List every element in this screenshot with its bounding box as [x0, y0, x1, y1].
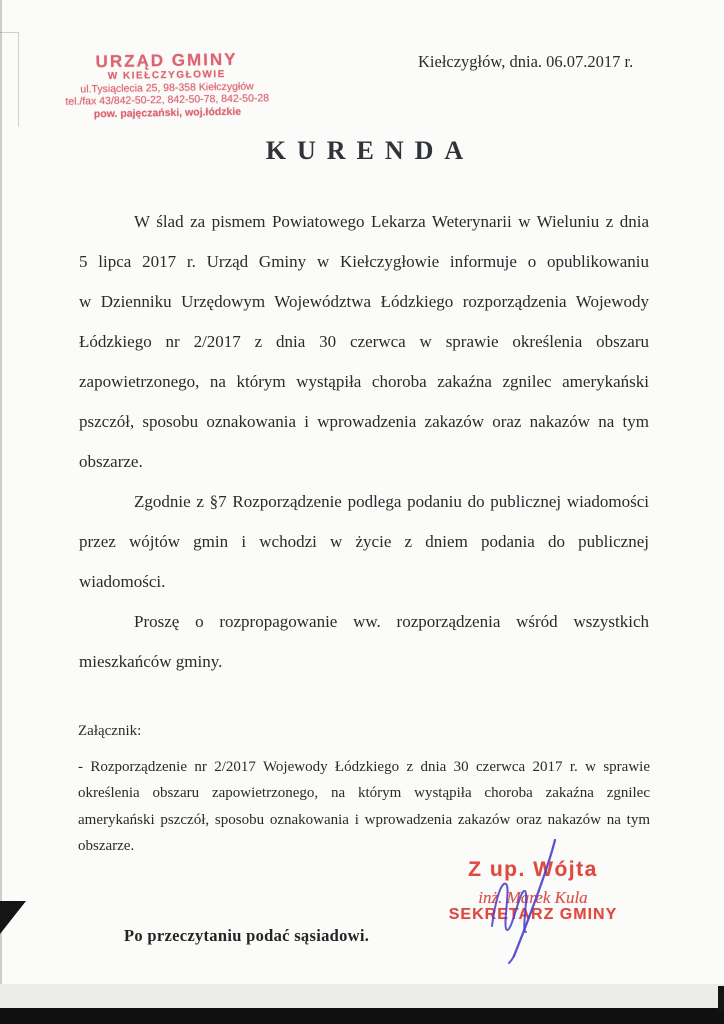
scan-artifact-right-sliver [718, 986, 724, 1012]
body-line: obszarze. [79, 452, 143, 471]
handwritten-signature [452, 836, 602, 966]
attachment-line: - Rozporządzenie nr 2/2017 Wojewody Łódzkiego z dnia 30 czerwca 2017 r. w sprawie [78, 758, 650, 775]
signature-stamp-person: inż. Marek Kula [478, 888, 588, 907]
scan-fold-line-horizontal [0, 32, 18, 33]
scan-edge-left [0, 0, 2, 1024]
office-stamp-region: pow. pajęczański, woj.łódzkie [93, 105, 242, 121]
scan-bottom-black-band [0, 1008, 724, 1024]
signature-stamp-role: SEKRETARZ GMINY [448, 906, 618, 923]
body-line: Proszę o rozpropagowanie ww. rozporządzenia wśród wszystkich [134, 612, 649, 631]
dateline: Kiełczygłów, dnia. 06.07.2017 r. [418, 52, 634, 71]
scan-artifact-left-sliver [0, 901, 26, 934]
body-line: Łódzkiego nr 2/2017 z dnia 30 czerwca w sprawie określenia obszaru [79, 332, 649, 351]
body-line: W ślad za pismem Powiatowego Lekarza Weterynarii w Wieluniu z dnia [134, 212, 649, 231]
attachment-line: określenia obszaru zapowietrzonego, na którym wystąpiła choroba zakaźna zgnilec [78, 785, 650, 801]
scan-fold-line-vertical [18, 32, 19, 127]
body-line: Zgodnie z §7 Rozporządzenie podlega podaniu do publicznej wiadomości [134, 492, 649, 511]
office-stamp-name: URZĄD GMINY [95, 49, 238, 72]
body-line: zapowietrzonego, na którym wystąpiła choroba zakaźna zgnilec amerykański [79, 372, 649, 391]
document-body [79, 202, 649, 682]
body-line: 5 lipca 2017 r. Urząd Gminy w Kiełczygłowie informuje o opublikowaniu [79, 252, 649, 271]
scan-bottom-shadow-band [0, 984, 724, 1010]
body-line: wiadomości. [79, 572, 166, 591]
office-stamp-phone: tel./fax 43/842-50-22, 842-50-78, 842-50-28 [65, 92, 270, 109]
body-line: w Dzienniku Urzędowym Województwa Łódzkiego rozporządzenia Wojewody [79, 292, 649, 311]
body-line: pszczół, sposobu oznakowania i wprowadzenia zakazów oraz nakazów na tym [79, 412, 649, 431]
body-line: mieszkańców gminy. [79, 652, 223, 671]
footer-note: Po przeczytaniu podać sąsiadowi. [124, 926, 370, 945]
office-stamp-locality: W KIEŁCZYGŁOWIE [107, 69, 226, 83]
attachment-line: obszarze. [78, 838, 135, 854]
office-stamp-address: ul.Tysiąclecia 25, 98-358 Kiełczygłów [80, 80, 254, 96]
body-line: przez wójtów gmin i wchodzi w życie z dniem podania do publicznej [79, 532, 649, 551]
signature-stamp-authority: Z up. Wójta [468, 858, 598, 881]
attachment-line: amerykański pszczół, sposobu oznakowania i wprowadzenia zakazów oraz nakazów na tym [78, 811, 650, 828]
office-stamp [41, 50, 292, 121]
document-title: KURENDA [265, 136, 475, 165]
attachment-label: Załącznik: [78, 723, 142, 739]
